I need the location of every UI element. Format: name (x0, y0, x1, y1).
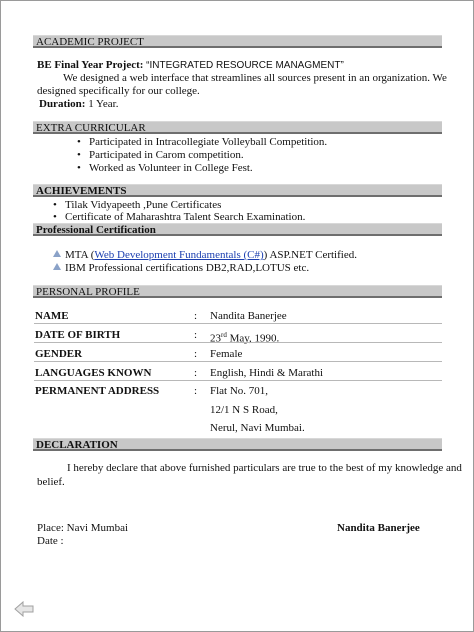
place-label: Place: Navi Mumbai (37, 522, 129, 534)
profile-value-dob: 23rd May, 1990. (210, 331, 280, 345)
project-desc-line1: We designed a web interface that streamlines all sources present in an organization. We (63, 72, 447, 84)
section-title: EXTRA CURRICULAR (36, 122, 146, 134)
divider (34, 380, 442, 381)
section-title: PERSONAL PROFILE (36, 286, 140, 298)
certification-link[interactable]: Web Development Fundamentals (C#) (94, 249, 264, 261)
section-header-extra-curricular (33, 121, 442, 134)
section-title: Professional Certification (36, 224, 156, 236)
section-title: DECLARATION (36, 439, 118, 451)
list-item: • Tilak Vidyapeeth ,Pune Certificates (53, 199, 222, 211)
list-item: • Certificate of Maharashtra Talent Search Examination. (53, 211, 306, 223)
list-item: • Worked as Volunteer in College Fest. (77, 162, 253, 174)
project-line (37, 59, 344, 72)
triangle-bullet-icon (53, 263, 61, 270)
section-header-academic-project (33, 35, 442, 48)
section-title: ACADEMIC PROJECT (36, 36, 144, 48)
profile-value-address-line2: 12/1 N S Road, (210, 404, 278, 416)
profile-separator: : (194, 329, 198, 341)
section-header-achievements (33, 184, 442, 197)
profile-label-gender: GENDER (35, 348, 83, 360)
duration-label: Duration: (39, 98, 86, 110)
section-header-personal-profile (33, 285, 442, 298)
profile-label-address: PERMANENT ADDRESS (35, 385, 160, 397)
profile-label-dob: DATE OF BIRTH (35, 329, 121, 341)
declaration-line2: belief. (37, 476, 65, 488)
bullet-icon: • (53, 199, 57, 211)
triangle-bullet-icon (53, 250, 61, 257)
divider (34, 361, 442, 362)
profile-value-languages: English, Hindi & Marathi (210, 367, 324, 379)
section-header-professional-certification (33, 223, 442, 236)
profile-value-address-line1: Flat No. 701, (210, 385, 269, 397)
declaration-line1: I hereby declare that above furnished particulars are true to the best of my knowledge and (67, 462, 462, 474)
list-item: • Participated in Carom competition. (77, 149, 244, 161)
divider (34, 323, 442, 324)
profile-label-name: NAME (35, 310, 69, 322)
bullet-icon: • (77, 136, 81, 148)
signature-name: Nandita Banerjee (337, 522, 420, 534)
profile-separator: : (194, 310, 198, 322)
profile-separator: : (194, 348, 198, 360)
list-item: MTA (Web Development Fundamentals (C#)) ASP.NET Certified. (53, 249, 357, 262)
profile-separator: : (194, 385, 198, 397)
duration-line (39, 98, 118, 111)
back-arrow-icon (14, 601, 34, 617)
section-header-declaration (33, 438, 442, 451)
profile-value-address-line3: Nerul, Navi Mumbai. (210, 422, 305, 434)
project-title: “INTEGRATED RESOURCE MANAGMENT” (146, 60, 344, 71)
profile-value-name: Nandita Banerjee (210, 310, 287, 322)
list-item: IBM Professional certifications DB2,RAD,LOTUS etc. (53, 262, 309, 275)
divider (34, 342, 442, 343)
project-desc-line2: designed specifically for our college. (37, 85, 200, 97)
profile-separator: : (194, 367, 198, 379)
profile-value-gender: Female (210, 348, 243, 360)
bullet-icon: • (77, 162, 81, 174)
back-button[interactable] (14, 601, 34, 617)
list-item: • Participated in Intracollegiate Volleyball Competition. (77, 136, 328, 148)
profile-label-languages: LANGUAGES KNOWN (35, 367, 152, 379)
date-label: Date : (37, 535, 64, 547)
section-title: ACHIEVEMENTS (36, 185, 127, 197)
duration-value: 1 Year. (88, 98, 119, 110)
bullet-icon: • (77, 149, 81, 161)
project-label: BE Final Year Project: (37, 59, 144, 71)
bullet-icon: • (53, 211, 57, 223)
